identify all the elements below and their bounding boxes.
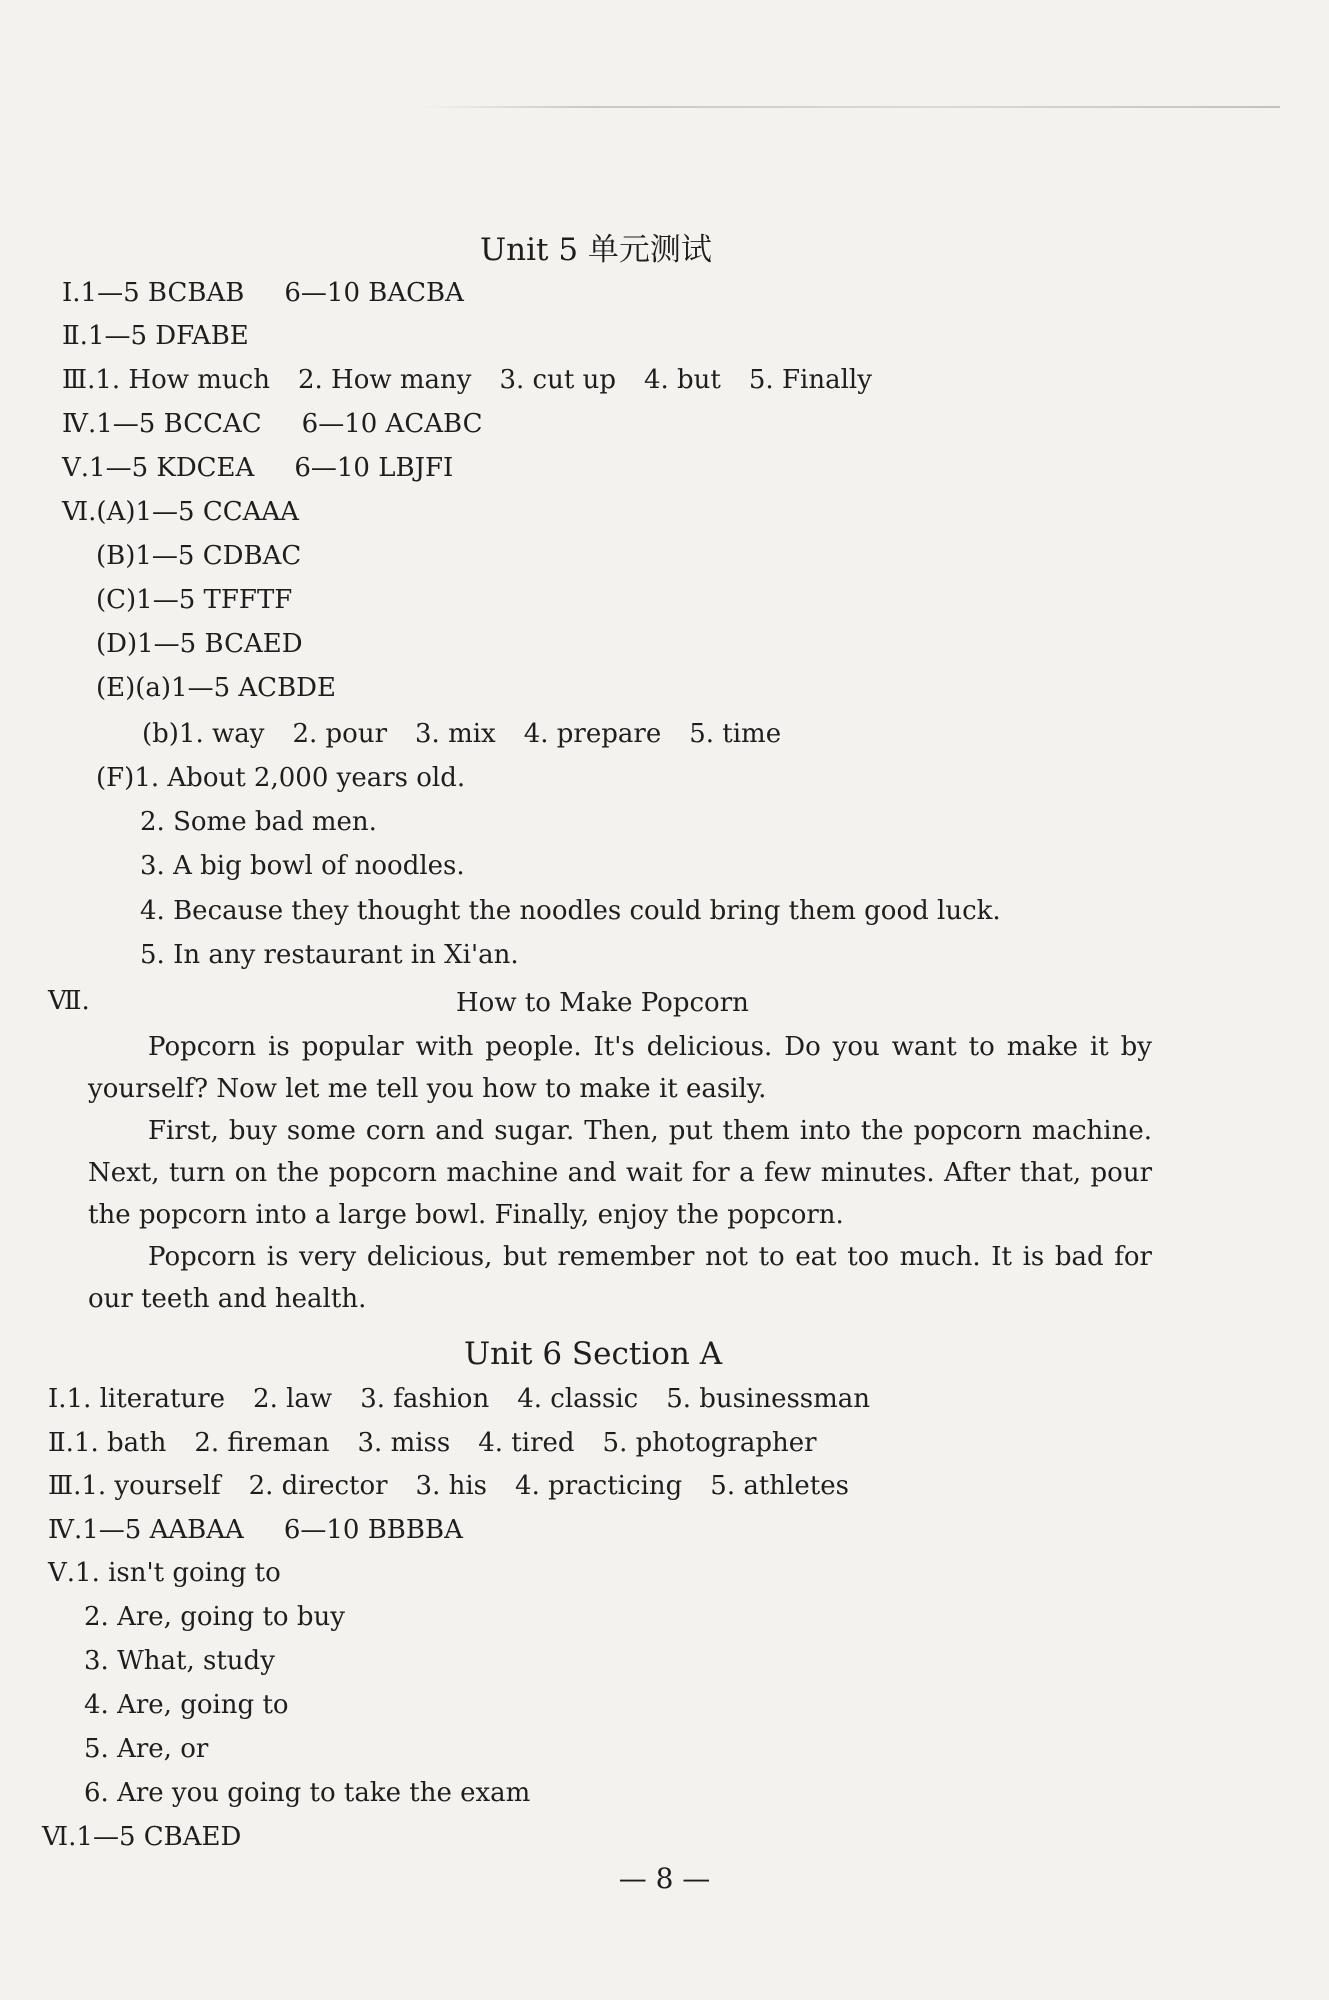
- unit5-section-6-Eb: (b)1. way 2. pour 3. mix 4. prepare 5. time: [142, 719, 782, 749]
- unit5-section-6-F3: 3. A big bowl of noodles.: [140, 851, 465, 881]
- page-number: — 8 —: [618, 1862, 711, 1895]
- unit5-section-6-F5: 5. In any restaurant in Xi'an.: [140, 940, 519, 970]
- unit5-section-6-A: Ⅵ.(A)1—5 CCAAA: [62, 497, 299, 527]
- unit6-section-5-line-2: 2. Are, going to buy: [84, 1602, 345, 1632]
- unit6-section-2: Ⅱ.1. bath 2. fireman 3. miss 4. tired 5. photographer: [48, 1428, 817, 1458]
- unit6-section-1: Ⅰ.1. literature 2. law 3. fashion 4. classic 5. businessman: [48, 1384, 871, 1414]
- essay-paragraph-1: Popcorn is popular with people. It's delicious. Do you want to make it by yourself? Now let me tell you how to make it easily.: [88, 1032, 1152, 1104]
- scan-artifact-line: [420, 106, 1280, 108]
- unit5-section-4: Ⅳ.1—5 BCCAC 6—10 ACABC: [62, 409, 483, 439]
- essay-paragraph-2: First, buy some corn and sugar. Then, put them into the popcorn machine. Next, turn on the popcorn machine and wait for a few minutes. After that, pour the popcorn into a large bowl. Finally, enjoy the popcorn.: [88, 1116, 1152, 1230]
- unit6-section-5-line-4: 4. Are, going to: [84, 1690, 289, 1720]
- unit5-title: Unit 5 单元测试: [480, 232, 712, 268]
- unit6-section-3: Ⅲ.1. yourself 2. director 3. his 4. practicing 5. athletes: [48, 1471, 849, 1501]
- unit5-section-6-B: (B)1—5 CDBAC: [96, 541, 302, 571]
- unit5-section-6-D: (D)1—5 BCAED: [96, 629, 303, 659]
- unit5-section-6-F4: 4. Because they thought the noodles could bring them good luck.: [140, 896, 1001, 926]
- unit5-section-1: Ⅰ.1—5 BCBAB 6—10 BACBA: [62, 278, 464, 308]
- unit6-title: Unit 6 Section A: [464, 1336, 723, 1372]
- unit6-section-5-line-5: 5. Are, or: [84, 1734, 209, 1764]
- essay-paragraph-3: Popcorn is very delicious, but remember not to eat too much. It is bad for our teeth and health.: [88, 1242, 1152, 1314]
- unit5-section-2: Ⅱ.1—5 DFABE: [62, 321, 249, 351]
- unit5-section-6-C: (C)1—5 TFFTF: [96, 585, 293, 615]
- unit5-section-6-Ea: (E)(a)1—5 ACBDE: [96, 673, 337, 703]
- unit5-section-7-num: Ⅶ.: [48, 986, 90, 1016]
- unit5-section-3: Ⅲ.1. How much 2. How many 3. cut up 4. but 5. Finally: [62, 365, 872, 395]
- unit6-section-5-line-3: 3. What, study: [84, 1646, 275, 1676]
- unit6-section-5-line-1: Ⅴ.1. isn't going to: [48, 1558, 281, 1588]
- unit5-section-6-F2: 2. Some bad men.: [140, 807, 377, 837]
- unit5-section-6-F1: (F)1. About 2,000 years old.: [96, 763, 466, 793]
- unit6-section-4: Ⅳ.1—5 AABAA 6—10 BBBBA: [48, 1515, 463, 1545]
- unit6-section-5-line-6: 6. Are you going to take the exam: [84, 1778, 531, 1808]
- unit5-section-5: Ⅴ.1—5 KDCEA 6—10 LBJFI: [62, 453, 454, 483]
- unit6-section-6: Ⅵ.1—5 CBAED: [42, 1822, 242, 1852]
- essay-title: How to Make Popcorn: [456, 988, 749, 1018]
